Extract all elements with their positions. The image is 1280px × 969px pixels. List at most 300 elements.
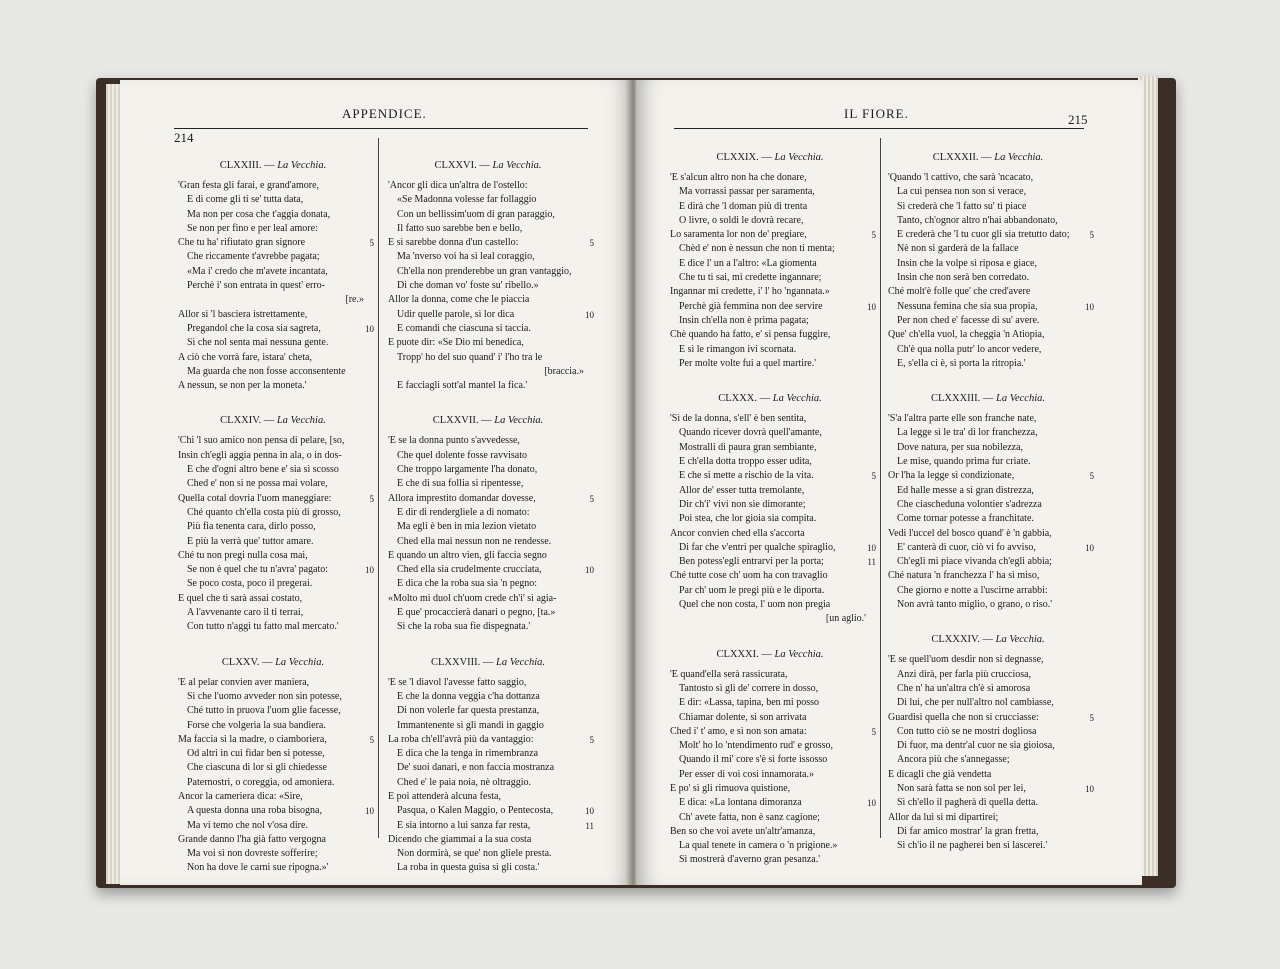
verse-line bbox=[388, 690, 588, 704]
verse-line bbox=[670, 412, 870, 426]
title-dash: — bbox=[978, 152, 995, 163]
verse-line bbox=[178, 535, 368, 549]
verse-line bbox=[670, 839, 870, 853]
verse-line bbox=[888, 541, 1094, 555]
line-number: 5 bbox=[589, 493, 594, 504]
verse-line bbox=[178, 463, 368, 477]
verse-line bbox=[388, 520, 588, 534]
verse-line bbox=[670, 753, 870, 767]
verse-text: Chè quando ha fatto, e' si pensa fuggire, bbox=[670, 329, 831, 341]
verse-line bbox=[178, 577, 368, 591]
verse-text: [re.» bbox=[345, 294, 364, 306]
verse-line bbox=[670, 271, 870, 285]
verse-text: Di che doman vo' foste su' ribello.» bbox=[397, 280, 539, 292]
verse-text: Molt' ho lo 'ntendimento rud' e grosso, bbox=[679, 740, 834, 752]
verse-text: Chiamar dolente, sì son arrivata bbox=[679, 711, 807, 723]
verse-text: La roba in questa guisa sì gli costa.' bbox=[397, 862, 540, 874]
sonnet-speaker: La Vecchia. bbox=[774, 648, 824, 660]
sonnet-title bbox=[388, 415, 588, 426]
sonnet bbox=[388, 160, 594, 393]
sonnet bbox=[388, 656, 594, 876]
verse-text: Allora imprestito domandar dovesse, bbox=[388, 492, 536, 504]
line-number: 5 bbox=[589, 238, 594, 249]
verse-line bbox=[388, 222, 588, 236]
title-dash: — bbox=[758, 152, 775, 163]
verse-line bbox=[178, 592, 368, 606]
verse-text: 'E al pelar convien aver maniera, bbox=[178, 676, 310, 688]
line-number: 11 bbox=[867, 557, 876, 568]
verse-line bbox=[388, 535, 588, 549]
verse-text: Perchè già femmina non dee servire bbox=[679, 300, 823, 312]
sonnet bbox=[178, 656, 374, 876]
verse-text: E ch'ella dotta troppo esser udita, bbox=[679, 456, 812, 468]
verse-text: E dir di rendergliele a dì nomato: bbox=[397, 506, 530, 518]
verse-line bbox=[388, 847, 588, 861]
verse-line bbox=[178, 179, 368, 193]
header-rule bbox=[674, 128, 1084, 129]
verse-line bbox=[388, 250, 588, 264]
verse-text: Non ha dove le carni sue ripogna.»' bbox=[187, 862, 329, 874]
verse-text: Ched e' non si ne possa mai volare, bbox=[187, 478, 328, 490]
verse-text: E che la donna veggia c'ha dottanza bbox=[397, 690, 540, 702]
verse-text: Che ciascuna di lor sì gli chiedesse bbox=[187, 762, 327, 774]
verse-text: Forse che volgeria la sua bandiera. bbox=[187, 719, 326, 731]
line-number: 5 bbox=[871, 230, 876, 241]
verse-text: 'E s'alcun altro non ha che donare, bbox=[670, 172, 807, 183]
line-number: 5 bbox=[1089, 471, 1094, 482]
verse-text: Con un bellissim'uom di gran paraggio, bbox=[397, 208, 555, 220]
sonnet-speaker: La Vecchia. bbox=[772, 393, 822, 405]
verse-line bbox=[388, 592, 588, 606]
verse-text: Il fatto suo sarebbe ben e bello, bbox=[397, 222, 523, 234]
line-number: 10 bbox=[585, 309, 594, 320]
verse-line bbox=[888, 171, 1088, 185]
verse-line bbox=[388, 719, 588, 733]
verse-line bbox=[388, 761, 588, 775]
sonnet-speaker: La Vecchia. bbox=[994, 152, 1044, 163]
verse-line bbox=[388, 336, 588, 350]
verse-text: Che tu ti sai, mi credette ingannare; bbox=[679, 272, 822, 284]
verse-line bbox=[388, 676, 588, 690]
verse-text: E' canterà di cuor, ciò vi fo avviso, bbox=[897, 541, 1036, 553]
verse-text: Insin ch'ella non è prima pagata; bbox=[679, 314, 809, 326]
verse-text: E comandi che ciascuna si taccia. bbox=[397, 322, 531, 334]
verse-line bbox=[670, 569, 870, 583]
verse-text: Ma voi sì non dovreste sofferire; bbox=[187, 848, 318, 860]
verse-line bbox=[888, 512, 1088, 526]
verse-line bbox=[178, 606, 368, 620]
verse-text: 'Chi 'l suo amico non pensa di pelare, [so, bbox=[178, 435, 345, 447]
verse-text: E dirà che 'l doman più di trenta bbox=[679, 200, 808, 212]
verse-line bbox=[888, 811, 1088, 825]
verse-line bbox=[888, 426, 1088, 440]
verse-text: Ch'egli mi piace vivanda ch'egli abbia; bbox=[897, 556, 1052, 568]
verse-line bbox=[388, 477, 588, 491]
sonnet-speaker: La Vecchia. bbox=[275, 656, 325, 668]
verse-text: Quel che non costa, l' uom non pregia bbox=[679, 599, 831, 611]
verse-text: Se non per fino e per leal amore: bbox=[187, 222, 318, 234]
verse-line bbox=[670, 782, 870, 796]
verse-text: Ched i' t' amo, e sì non son amata: bbox=[670, 725, 807, 737]
verse-text: 'E se quell'uom desdir non si degnasse, bbox=[888, 654, 1044, 666]
verse-line bbox=[670, 328, 870, 342]
verse-line bbox=[388, 577, 588, 591]
sonnet-title bbox=[670, 393, 870, 404]
verse-text: Di non volerle far questa prestanza, bbox=[397, 705, 540, 717]
verse-line bbox=[178, 477, 368, 491]
sonnet-title bbox=[178, 657, 368, 668]
line-number: 10 bbox=[1085, 783, 1094, 794]
verse-line bbox=[670, 357, 870, 371]
line-number: 5 bbox=[1089, 712, 1094, 723]
verse-text: 'Gran festa gli farai, e grand'amore, bbox=[178, 180, 320, 191]
sonnet-number: CLXXXIII. bbox=[930, 393, 981, 405]
verse-line bbox=[178, 351, 368, 365]
verse-text: Che n' ha un'altra ch'è sì amorosa bbox=[897, 682, 1031, 694]
verse-line bbox=[888, 796, 1088, 810]
verse-text: 'E quand'ella serà rassicurata, bbox=[670, 668, 788, 680]
verse-text: [un aglio.' bbox=[825, 613, 866, 625]
verse-line bbox=[388, 379, 588, 393]
verse-text: Allor si 'l basciera istrettamente, bbox=[178, 308, 308, 320]
verse-line bbox=[388, 308, 594, 322]
verse-line bbox=[888, 725, 1088, 739]
verse-line bbox=[178, 549, 368, 563]
verse-text: E dica che la roba sua sia 'n pegno: bbox=[397, 578, 538, 590]
verse-text: Se non è quel che tu n'avra' pagato: bbox=[187, 564, 329, 576]
line-number: 10 bbox=[1085, 542, 1094, 553]
verse-text: Ancora più che s'annegasse; bbox=[897, 754, 1010, 766]
verse-text: Ch'ella non prenderebbe un gran vantaggio, bbox=[397, 265, 572, 277]
verse-line bbox=[178, 279, 368, 293]
verse-text: Insin ch'egli aggia penna in ala, o in dos- bbox=[178, 449, 342, 461]
verse-line bbox=[388, 208, 588, 222]
verse-line bbox=[888, 328, 1088, 342]
verse-line bbox=[670, 768, 870, 782]
line-number: 10 bbox=[867, 301, 876, 312]
verse-text: Sì che nol senta mai nessuna gente. bbox=[187, 337, 329, 349]
verse-text: E dica: «La lontana dimoranza bbox=[679, 797, 802, 809]
verse-line bbox=[670, 853, 870, 867]
verse-text: Ben so che voi avete un'altr'amanza, bbox=[670, 825, 816, 837]
verse-line bbox=[388, 704, 588, 718]
verse-text: Chèd e' non è nessun che non ti menta; bbox=[679, 243, 835, 255]
verse-line bbox=[888, 300, 1094, 314]
verse-text: Ché natura 'n franchezza l' ha sì miso, bbox=[888, 570, 1040, 582]
page-number: 214 bbox=[174, 130, 194, 145]
verse-text: E quando un altro vien, gli faccia segno bbox=[388, 549, 547, 561]
verse-line bbox=[888, 668, 1088, 682]
verse-line bbox=[888, 682, 1088, 696]
verse-text: E dicagli che già vendetta bbox=[888, 768, 992, 780]
verse-text: Ché tu non pregi nulla cosa mai, bbox=[178, 549, 308, 561]
verse-text: E facciagli sott'al mantel la fica.' bbox=[397, 380, 528, 392]
verse-line bbox=[888, 257, 1088, 271]
verse-text: O livre, o soldi le dovrà recare, bbox=[679, 214, 804, 226]
verse-text: E sì le rimangon ivi scornata. bbox=[679, 343, 797, 355]
sonnet bbox=[388, 415, 594, 634]
verse-text: Quando ricever dovrà quell'amante, bbox=[679, 427, 822, 439]
verse-line bbox=[178, 236, 374, 250]
verse-text: Or l'ha la legge sì condizionate, bbox=[888, 470, 1015, 482]
verse-text: 'S'a l'altra parte elle son franche nate, bbox=[888, 413, 1037, 425]
sonnet bbox=[178, 415, 374, 634]
line-number: 10 bbox=[867, 798, 876, 809]
verse-line bbox=[888, 357, 1088, 371]
verse-line bbox=[670, 682, 870, 696]
verse-text: Immantenente sì gli mandi in gaggio bbox=[397, 719, 544, 731]
sonnet-title bbox=[178, 160, 368, 171]
verse-line bbox=[670, 612, 870, 626]
verse-text: Allor de' esser tutta tremolante, bbox=[679, 484, 805, 496]
verse-text: Ingannar mi credette, i' l' ho 'ngannata.» bbox=[670, 286, 830, 298]
verse-text: Ché molt'è folle que' che cred'avere bbox=[888, 286, 1031, 298]
sonnet-number: CLXXV. bbox=[221, 656, 260, 668]
verse-text: 'Quando 'l cattivo, che sarà 'ncacato, bbox=[888, 172, 1034, 183]
sonnet-speaker: La Vecchia. bbox=[276, 415, 326, 427]
verse-line bbox=[178, 208, 368, 222]
verse-text: E dice l' un a l'altro: «La giomenta bbox=[679, 257, 817, 269]
verse-text: Di lui, che per null'altro nol cambiasse, bbox=[897, 697, 1054, 709]
verse-text: Grande danno l'ha già fatto vergogna bbox=[178, 833, 326, 845]
verse-text: E dica che la tenga in rimembranza bbox=[397, 748, 539, 760]
verse-text: 'E se 'l diavol l'avesse fatto saggio, bbox=[388, 676, 527, 688]
verse-text: Ma 'nverso voi ha sì leal coraggio, bbox=[397, 251, 535, 263]
sonnet-number: CLXXXII. bbox=[932, 152, 979, 163]
verse-line bbox=[388, 434, 588, 448]
line-number: 5 bbox=[369, 238, 374, 249]
verse-line bbox=[888, 469, 1094, 483]
verse-line bbox=[388, 265, 588, 279]
verse-text: E che si mette a rischio de la vita. bbox=[679, 470, 814, 482]
verse-text: Non dormirà, se que' non gliele presta. bbox=[397, 848, 552, 860]
line-number: 10 bbox=[585, 806, 594, 817]
sonnet-title bbox=[670, 152, 870, 163]
sonnet-number: CLXXIII. bbox=[219, 160, 262, 171]
sonnet-number: CLXXVI. bbox=[434, 160, 477, 171]
verse-line bbox=[670, 242, 870, 256]
verse-line bbox=[670, 185, 870, 199]
verse-line bbox=[670, 469, 876, 483]
verse-text: Mostralli di paura gran sembiante, bbox=[679, 441, 817, 453]
verse-text: La roba ch'ell'avrà più da vantaggio: bbox=[388, 733, 534, 745]
sonnet bbox=[178, 160, 374, 393]
verse-text: E che di sua follia si ripentesse, bbox=[397, 478, 524, 490]
title-dash: — bbox=[259, 656, 276, 668]
sonnet-speaker: La Vecchia. bbox=[496, 656, 546, 668]
verse-line bbox=[670, 598, 870, 612]
column-rule bbox=[880, 138, 881, 838]
verse-text: 'E se la donna punto s'avvedesse, bbox=[388, 435, 520, 447]
verse-text: E crederà che 'l tu cuor gli sia tretutto dato; bbox=[897, 229, 1070, 241]
verse-text: Ma vi temo che nol v'osa dire. bbox=[187, 819, 308, 831]
verse-line bbox=[670, 739, 870, 753]
verse-line bbox=[888, 285, 1088, 299]
title-dash: — bbox=[979, 634, 996, 646]
verse-line bbox=[670, 228, 876, 242]
verse-line bbox=[670, 314, 870, 328]
verse-line bbox=[888, 185, 1088, 199]
verse-line bbox=[178, 365, 368, 379]
verse-line bbox=[388, 804, 594, 818]
sonnet-title bbox=[178, 415, 368, 426]
line-number: 11 bbox=[585, 820, 594, 831]
verse-text: «Ma i' credo che m'avete incantata, bbox=[187, 265, 328, 277]
verse-text: E dir: «Lassa, tapina, ben mi posso bbox=[679, 697, 819, 709]
verse-line bbox=[178, 563, 374, 577]
verse-text: Ché tutte cose ch' uom ha con travaglio bbox=[670, 570, 828, 582]
running-head: APPENDICE. bbox=[342, 106, 427, 121]
verse-line bbox=[670, 725, 876, 739]
verse-line bbox=[178, 719, 368, 733]
verse-line bbox=[888, 242, 1088, 256]
sonnet-number: CLXXVII. bbox=[432, 415, 479, 427]
verse-line bbox=[178, 506, 368, 520]
verse-text: Che riccamente t'avrebbe pagata; bbox=[187, 251, 320, 263]
verse-text: Guardisi quella che non si crucciasse: bbox=[888, 711, 1039, 723]
verse-line bbox=[670, 171, 870, 185]
verse-line bbox=[388, 293, 588, 307]
verse-text: Perchè i' son entrata in quest' erro- bbox=[187, 280, 325, 292]
verse-text: Se poco costa, poco il pregerai. bbox=[187, 578, 313, 590]
verse-line bbox=[888, 825, 1088, 839]
verse-text: Che troppo largamente l'ha donato, bbox=[397, 464, 538, 476]
verse-line bbox=[670, 300, 876, 314]
page-number: 215 bbox=[1068, 112, 1088, 127]
verse-line bbox=[670, 668, 870, 682]
verse-line bbox=[388, 463, 588, 477]
verse-line bbox=[178, 379, 368, 393]
verse-text: Come tornar potesse a franchitate. bbox=[897, 513, 1034, 525]
verse-line bbox=[888, 711, 1094, 725]
verse-line bbox=[888, 412, 1088, 426]
title-dash: — bbox=[478, 415, 495, 427]
verse-text: Che ciascheduna volontier s'adrezza bbox=[897, 498, 1042, 510]
verse-text: Allor la donna, come che le piaccia bbox=[388, 294, 530, 306]
sonnet-title bbox=[670, 649, 870, 660]
verse-text: Anzi dirà, per farla più crucciosa, bbox=[897, 668, 1032, 680]
verse-text: Sì ch'io il ne pagherei ben sì lascerei.' bbox=[897, 840, 1048, 852]
verse-text: E quel che ti sarà assai costato, bbox=[178, 592, 303, 604]
verse-text: E più la verrà que' tuttor amare. bbox=[187, 535, 314, 547]
sonnet-number: CLXXX. bbox=[718, 393, 758, 405]
sonnet-number: CLXXXI. bbox=[716, 648, 759, 660]
sonnet bbox=[888, 634, 1094, 853]
verse-text: Dir ch'i' vivi non sie dimorante; bbox=[679, 498, 806, 510]
sonnet-speaker: La Vecchia. bbox=[494, 415, 544, 427]
text-column-left bbox=[178, 160, 374, 898]
verse-text: Non avrà tanto miglio, o grano, o riso.' bbox=[897, 599, 1053, 611]
verse-line bbox=[178, 790, 368, 804]
sonnet-speaker: La Vecchia. bbox=[277, 160, 327, 171]
title-dash: — bbox=[261, 160, 278, 171]
sonnet-number: CLXXVIII. bbox=[430, 656, 481, 668]
verse-line bbox=[670, 200, 870, 214]
verse-line bbox=[388, 179, 588, 193]
text-column-left bbox=[670, 152, 876, 890]
verse-line bbox=[178, 704, 368, 718]
verse-line bbox=[388, 620, 588, 634]
verse-text: Più fia tenenta cara, dirlo posso, bbox=[187, 521, 316, 533]
line-number: 10 bbox=[585, 565, 594, 576]
verse-text: Di far che v'entri per qualche spiraglio, bbox=[679, 541, 836, 553]
verse-text: Pregandol che la cosa sia sagreta, bbox=[187, 322, 321, 334]
verse-text: Allor da lui sì mi dipartirei; bbox=[888, 811, 999, 823]
verse-line bbox=[178, 193, 368, 207]
right-page bbox=[636, 80, 1142, 885]
verse-line bbox=[888, 228, 1094, 242]
sonnet-title bbox=[388, 657, 588, 668]
sonnet-speaker: La Vecchia. bbox=[995, 634, 1045, 646]
line-number: 5 bbox=[871, 471, 876, 482]
sonnet-number: CLXXXIV. bbox=[931, 634, 980, 646]
header-rule bbox=[174, 128, 588, 129]
verse-text: Nè non si garderà de la fallace bbox=[897, 243, 1019, 255]
verse-line bbox=[888, 484, 1088, 498]
verse-line bbox=[178, 676, 368, 690]
verse-text: La legge sì le tra' di lor franchezza, bbox=[897, 427, 1038, 439]
verse-line bbox=[670, 825, 870, 839]
verse-line bbox=[178, 861, 368, 875]
verse-text: «Molto mi duol ch'uom crede ch'i' sì agia- bbox=[388, 592, 557, 604]
verse-line bbox=[178, 308, 368, 322]
verse-text: Ma egli è ben in mia lezion vietato bbox=[397, 521, 537, 533]
sonnet bbox=[670, 393, 876, 626]
verse-text: Ch' avete fatta, non è sanz cagione; bbox=[679, 811, 820, 823]
verse-text: Sì mostrerà d'averno gran pesanza.' bbox=[679, 854, 821, 866]
sonnet-speaker: La Vecchia. bbox=[996, 393, 1046, 405]
sonnet bbox=[670, 152, 876, 371]
verse-text: Di far amico mostrar' la gran fretta, bbox=[897, 825, 1039, 837]
verse-text: Ancor la cameriera dica: «Sire, bbox=[178, 790, 303, 802]
verse-line bbox=[888, 584, 1088, 598]
verse-line bbox=[178, 250, 368, 264]
verse-line bbox=[888, 555, 1088, 569]
sonnet bbox=[670, 648, 876, 868]
sonnet bbox=[888, 152, 1094, 371]
verse-line bbox=[670, 426, 870, 440]
verse-text: A ciò che vorrà fare, istara' cheta, bbox=[178, 351, 312, 363]
verse-line bbox=[888, 441, 1088, 455]
verse-text: Ch'è qua nolla putr' lo ancor vedere, bbox=[897, 343, 1042, 355]
verse-line bbox=[888, 653, 1088, 667]
verse-line bbox=[178, 819, 368, 833]
verse-line bbox=[178, 733, 374, 747]
verse-text: Sì ch'ello il pagherà di quella detta. bbox=[897, 797, 1038, 809]
verse-line bbox=[178, 761, 368, 775]
verse-text: Ché tutto in pruova l'uom glie facesse, bbox=[187, 705, 341, 717]
verse-text: Pasqua, o Kalen Maggio, o Pentecosta, bbox=[397, 805, 554, 817]
verse-text: Vedi l'uccel del bosco quand' è 'n gabbia, bbox=[888, 527, 1052, 539]
verse-text: E po' sì gli rimuova quistione, bbox=[670, 782, 791, 794]
text-column-right bbox=[388, 160, 594, 898]
line-number: 5 bbox=[1089, 230, 1094, 241]
verse-line bbox=[178, 265, 368, 279]
verse-line bbox=[178, 322, 374, 336]
verse-line bbox=[178, 222, 368, 236]
verse-text: Ma guarda che non fosse acconsentente bbox=[187, 365, 346, 377]
verse-line bbox=[388, 606, 588, 620]
sonnet-title bbox=[388, 160, 588, 171]
verse-line bbox=[388, 776, 588, 790]
verse-text: De' suoi danari, e non faccia mostranza bbox=[397, 762, 555, 774]
verse-text: Che quel dolente fosse ravvisato bbox=[397, 449, 527, 461]
verse-line bbox=[178, 336, 368, 350]
line-number: 5 bbox=[871, 726, 876, 737]
verse-text: A nessun, se non per la moneta.' bbox=[178, 380, 307, 392]
verse-line bbox=[388, 351, 588, 365]
verse-text: Sì crederà che 'l fatto su' ti piace bbox=[897, 200, 1027, 212]
